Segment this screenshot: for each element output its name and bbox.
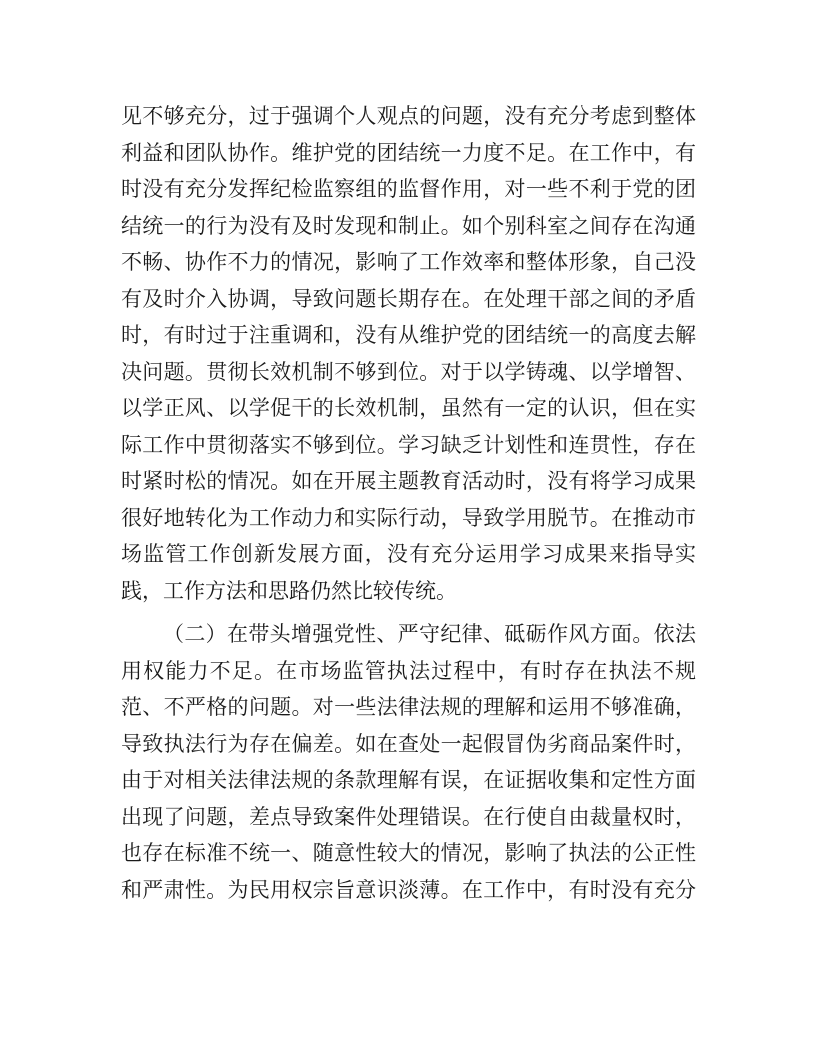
text-line: 时没有充分发挥纪检监察组的监督作用，对一些不利于党的团 [121,177,696,201]
text-line: 践，工作方法和思路仍然比较传统。 [121,578,457,603]
text-line: 际工作中贯彻落实不够到位。学习缺乏计划性和连贯性，存在 [121,432,696,457]
text-line: 决问题。贯彻长效机制不够到位。对于以学铸魂、以学增智、 [121,359,696,384]
text-line: 时，有时过于注重调和，没有从维护党的团结统一的高度去解 [121,323,696,347]
text-line: 导致执法行为存在偏差。如在查处一起假冒伪劣商品案件时， [121,731,696,756]
text-line: 不畅、协作不力的情况，影响了工作效率和整体形象，自己没 [121,250,696,274]
text-line: 由于对相关法律法规的条款理解有误，在证据收集和定性方面 [121,768,696,792]
text-line: 范、不严格的问题。对一些法律法规的理解和运用不够准确， [121,695,696,719]
paragraph-spacing [121,609,696,616]
text-line: 结统一的行为没有及时发现和制止。如个别科室之间存在沟通 [121,213,696,238]
text-line: 见不够充分，过于强调个人观点的问题，没有充分考虑到整体 [121,104,696,128]
paragraph-2 [121,616,696,908]
text-line: 很好地转化为工作动力和实际行动，导致学用脱节。在推动市 [121,505,696,530]
text-line: （二）在带头增强党性、严守纪律、砥砺作风方面。依法 [163,622,696,646]
text-line: 和严肃性。为民用权宗旨意识淡薄。在工作中，有时没有充分 [121,877,696,902]
text-line: 也存在标准不统一、随意性较大的情况，影响了执法的公正性 [121,841,696,865]
text-line: 场监管工作创新发展方面，没有充分运用学习成果来指导实 [121,542,696,566]
document-body [121,98,696,908]
text-line: 时紧时松的情况。如在开展主题教育活动时，没有将学习成果 [121,469,696,493]
text-line: 出现了问题，差点导致案件处理错误。在行使自由裁量权时， [121,804,696,829]
text-line: 利益和团队协作。维护党的团结统一力度不足。在工作中，有 [121,140,696,165]
text-line: 以学正风、以学促干的长效机制，虽然有一定的认识，但在实 [121,396,696,420]
paragraph-1 [121,98,696,609]
text-line: 有及时介入协调，导致问题长期存在。在处理干部之间的矛盾 [121,286,696,311]
text-line: 用权能力不足。在市场监管执法过程中，有时存在执法不规 [121,658,696,683]
